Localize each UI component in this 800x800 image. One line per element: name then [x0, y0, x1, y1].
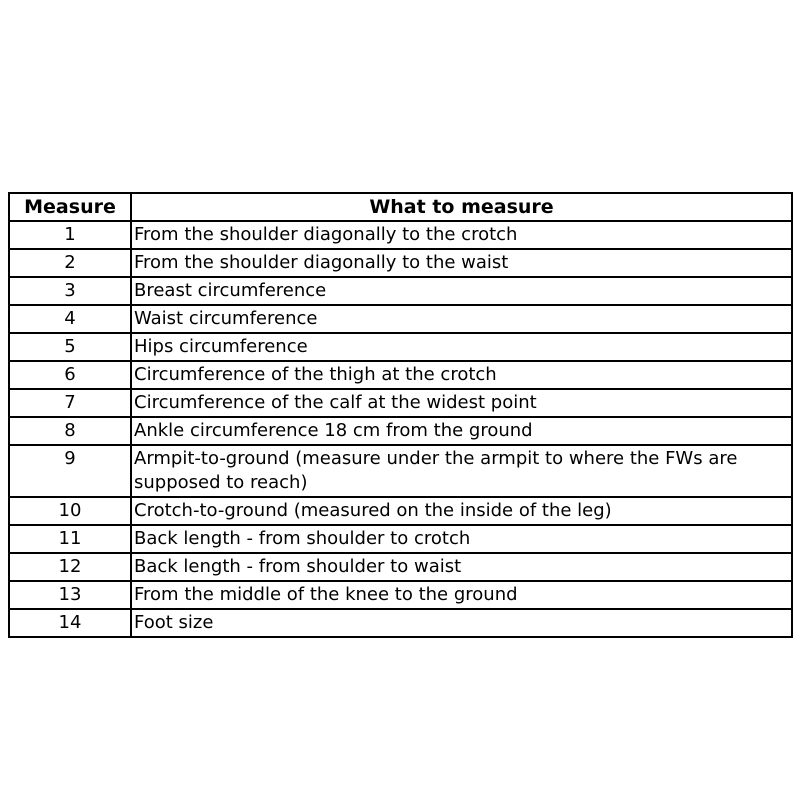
table-row [9, 581, 792, 609]
measure-cell: 13 [9, 581, 131, 609]
table-row [9, 389, 792, 417]
measure-cell: 14 [9, 609, 131, 637]
measure-cell: 6 [9, 361, 131, 389]
measure-cell: 12 [9, 553, 131, 581]
table-row [9, 221, 792, 249]
table-row [9, 305, 792, 333]
header-what-to-measure: What to measure [131, 193, 792, 221]
description-cell: Crotch-to-ground (measured on the inside of the leg) [131, 497, 792, 525]
table-row [9, 553, 792, 581]
measure-cell: 11 [9, 525, 131, 553]
description-cell: Back length - from shoulder to waist [131, 553, 792, 581]
table-row [9, 249, 792, 277]
description-cell: Waist circumference [131, 305, 792, 333]
description-cell: Back length - from shoulder to crotch [131, 525, 792, 553]
description-cell: Breast circumference [131, 277, 792, 305]
description-cell: From the middle of the knee to the ground [131, 581, 792, 609]
description-cell: Circumference of the thigh at the crotch [131, 361, 792, 389]
header-measure: Measure [9, 193, 131, 221]
table-row [9, 609, 792, 637]
table-body [9, 221, 792, 637]
description-cell: Armpit-to-ground (measure under the armpit to where the FWs are supposed to reach) [131, 445, 792, 497]
description-cell: From the shoulder diagonally to the crotch [131, 221, 792, 249]
measure-cell: 8 [9, 417, 131, 445]
measure-cell: 4 [9, 305, 131, 333]
measure-cell: 9 [9, 445, 131, 497]
measure-cell: 2 [9, 249, 131, 277]
table-header [9, 193, 792, 221]
measure-cell: 7 [9, 389, 131, 417]
header-row [9, 193, 792, 221]
table-row [9, 497, 792, 525]
table-row [9, 417, 792, 445]
measurement-table [8, 192, 793, 638]
measure-cell: 10 [9, 497, 131, 525]
description-cell: From the shoulder diagonally to the waist [131, 249, 792, 277]
measure-cell: 1 [9, 221, 131, 249]
table-row [9, 361, 792, 389]
description-cell: Ankle circumference 18 cm from the ground [131, 417, 792, 445]
description-cell: Hips circumference [131, 333, 792, 361]
table-row [9, 333, 792, 361]
table-row [9, 277, 792, 305]
measure-cell: 3 [9, 277, 131, 305]
description-cell: Circumference of the calf at the widest point [131, 389, 792, 417]
table-row [9, 525, 792, 553]
measure-cell: 5 [9, 333, 131, 361]
table-row [9, 445, 792, 497]
description-cell: Foot size [131, 609, 792, 637]
